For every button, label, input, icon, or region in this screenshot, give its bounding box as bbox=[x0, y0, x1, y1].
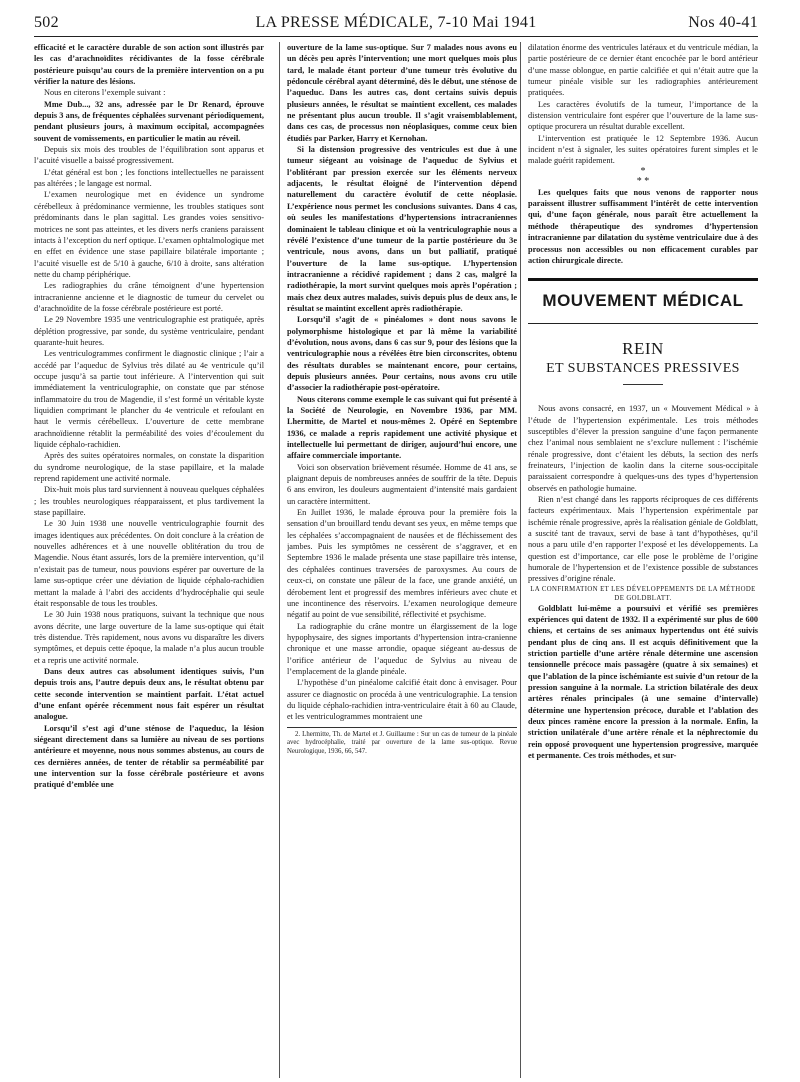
paragraph: L’hypothèse d’un pinéalome calcifié était donc à envisager. Pour assurer ce diagnostic on procéda à une ventriculographie. La tension du liquide céphalo-rachidien intra-ventriculaire était à 60 au Claude, et les ventriculogrammes montraient une bbox=[287, 678, 517, 722]
page-header bbox=[34, 14, 758, 36]
paragraph: L’intervention est pratiquée le 12 Septembre 1936. Aucun incident n’est à signaler, les suites opératoires furent simples et le malade guérit rapidement. bbox=[528, 133, 758, 166]
paragraph: Dans deux autres cas absolument identiques suivis, l’un depuis trois ans, l’autre depuis deux ans, le résultat obtenu par cette seconde intervention se maintient parfait. L’état actuel d’une enfant opérée récemment nous fait espérer un résultat analogue. bbox=[34, 666, 264, 722]
title-underline bbox=[623, 384, 663, 385]
header-rule bbox=[34, 36, 758, 37]
paragraph: Mme Dub..., 32 ans, adressée par le Dr Renard, éprouve depuis 3 ans, de fréquentes céphalées survenant périodiquement, pendant plusieurs jours, à maximum occipital, accompagnées souvent de vomissements, en particulier le matin au réveil. bbox=[34, 99, 264, 143]
paragraph: Les ventriculogrammes confirment le diagnostic clinique ; l’air a accédé par l’aqueduc de Sylvius très dilaté au 4e ventricule qu’il occupe jusqu’à sa partie tout inférieure. A l’intervention qui suit immédiatement la ventriculographie, on constate que par sténose inflammatoire du trou de Magendie, il s’est formé un véritable kyste liquidien comprimant le plancher du 4e ventricule et refoulant en haut le vermis cérébelleux. L’ouverture de cette membrane arachnoïdienne rétablit la perméabilité des voies d’écoulement du liquide céphalo-rachidien. bbox=[34, 349, 264, 450]
article-subtitle: ET SUBSTANCES PRESSIVES bbox=[546, 361, 740, 377]
paragraph: Nous citerons comme exemple le cas suivant qui fut présenté à la Société de Neurologie, en Novembre 1936, par MM. Lhermitte, de Martel et nous-mêmes 2. Opéré en Septembre 1936, ce malade a repris rapidement une activité physique et intellectuelle lui permettant de diriger, aujourd’hui encore, une affaire commerciale importante. bbox=[287, 394, 517, 461]
paragraph: Lorsqu’il s’agit de « pinéalomes » dont nous savons le polymorphisme histologique et par là même la variabilité d’évolution, nous avons, dans 6 cas sur 9, pour des lésions que la ventriculographie nous a révélées être bien circonscrites, obtenu des résultats durables se maintenant encore, pour certains, depuis plusieurs années. Pour certains, nous avons cru utile d’associer la radiothérapie post-opératoire. bbox=[287, 315, 517, 393]
paragraph: Si la distension progressive des ventricules est due à une tumeur siégeant au voisinage de l’aqueduc de Sylvius et l’oblitérant par pression exercée sur les éléments nerveux adjacents, le résultat éloigné de l’intervention dépend naturellement du caractère évolutif de cette néoplasie. L’expérience nous permet les conclusions suivantes. Dans 4 cas, où seules les manifestations d’hypertensions intracraniennes dominaient le tableau clinique et où la ventriculographie nous a révélé l’existence d’une tumeur de la partie postérieure du 3e ventricule, nous avons, dans un but palliatif, pratiqué l’ouverture de la lame sus-optique. L’hypertension intracranienne a récidivé rapidement ; dans 2 cas, malgré la radiothérapie, la mort survint quelques mois après l’opération ; mais chez deux autres malades, suivis depuis plus de deux ans, le résultat se maintint excellent après radiothérapie. bbox=[287, 145, 517, 313]
paragraph: Nous avons consacré, en 1937, un « Mouvement Médical » à l’étude de l’hypertension expérimentale. Les trois méthodes susceptibles d’élever la pression sanguine d’une façon permanente chez l’animal nous semblaient ne s’exclure nullement : l’ischémie rénale progressive, dont c’étaient les débuts, la section des nerfs freinateurs, l’injection de kaolin dans la citerne sous-occipitale paraissaient correspondre à quelques-uns des types d’hypertension observés en pathologie humaine. bbox=[528, 404, 758, 493]
section-break-asterisks: * * * bbox=[636, 165, 650, 187]
subsection-heading: LA CONFIRMATION ET LES DÉVELOPPEMENTS DE LA MÉTHODE DE GOLDBLATT. bbox=[530, 585, 756, 602]
paragraph: Nous en citerons l’exemple suivant : bbox=[44, 88, 166, 98]
column-divider bbox=[520, 42, 521, 1078]
paragraph: Voici son observation brièvement résumée. Homme de 41 ans, se plaignant depuis de nombreuses années de souffrir de la tête. Depuis 6 ans environ, les douleurs augmentaient d’intensité mais gardaient un caractère intermittent. bbox=[287, 462, 517, 506]
page-number: 502 bbox=[34, 14, 59, 31]
paragraph: Goldblatt lui-même a poursuivi et vérifié ses premières expériences qui datent de 1932. Il a expérimenté sur plus de 600 chiens, et certains de ses animaux hypertendus ont été suivis pendant plus de cinq ans. Il est acquis définitivement que la striction partielle d’une artère rénale détermine une ascension tensionnelle précoce mais passagère (quatre à six semaines) et que l’ablation de la pince ischémiante est suivie d’un retour de la pression sanguine à la normale. La striction bilatérale des deux artères rénales principales (à une semaine d’intervalle) détermine une hypertension précoce, durable et l’ablation des deux pinces ramène encore la pression à la normale. Enfin, la striction unilatérale d’une artère rénale et la néphrectomie du rein opposé provoquent une hypertension progressive, marquée et permanente. Ces trois méthodes, et sur- bbox=[528, 603, 758, 761]
paragraph: L’état général est bon ; les fonctions intellectuelles ne paraissent pas altérées ; le langage est normal. bbox=[34, 167, 264, 189]
paragraph: Le 30 Juin 1938 nous pratiquons, suivant la technique que nous avons décrite, une large ouverture de la lame sus-optique qui était très distendue. Très rapidement, nous avons vu disparaître les divers symptômes, et depuis cette époque, la malade n’a plus aucun trouble et a repris une activité normale. bbox=[34, 610, 264, 665]
footnote-text: 2. Lhermitte, Th. de Martel et J. Guillaume : Sur un cas de tumeur de la pinéale avec hydrocéphalie, traité par ouverture de la lame sus-optique. Revue Neurologique, 1936, 66, 547. bbox=[287, 730, 517, 755]
section-rule bbox=[528, 278, 758, 281]
column-3 bbox=[528, 42, 758, 1082]
paragraph: En Juillet 1936, le malade éprouva pour la première fois la sensation d’un brouillard tendu devant ses yeux, en même temps que les céphalées s’accompagnaient de nausées et de fléchissement des jambes. Puis les symptômes ne cessèrent de s’aggraver, et en Septembre 1936 le malade présenta une stase papillaire très intense, des céphalées continues traversées de paroxysmes. Au cours de ceux-ci, on constate une pâleur de la face, une grande anxiété, un dérobement lent et progressif des membres inférieurs avec chute et une incontinence des réservoirs. L’examen neurologique demeure négatif au point de vue sensibilité, réflectivité et psychisme. bbox=[287, 508, 517, 620]
paragraph: Le 29 Novembre 1935 une ventriculographie est pratiquée, après déplétion progressive, par sonde, du système ventriculaire, pendant quarante-huit heures. bbox=[34, 315, 264, 347]
paragraph: Les radiographies du crâne témoignent d’une hypertension intracranienne ancienne et le diagnostic de tumeur du cervelet ou d’arachnoïdite de la fosse cérébrale postérieure est porté. bbox=[34, 281, 264, 313]
article-title: REIN bbox=[622, 339, 664, 359]
conclusion-paragraph: Les quelques faits que nous venons de rapporter nous paraissent illustrer suffisamment l’intérêt de cette intervention qui, d’une façon générale, nous paraît être actuellement la méthode thérapeutique des syndromes d’hypertension intracranienne par dilatation du système ventriculaire due à des processus non accessibles ou non efficacement curables par action chirurgicale directe. bbox=[528, 187, 758, 265]
paragraph: Rien n’est changé dans les rapports réciproques de ces différents facteurs expérimentaux. Mais l’hypertension expérimentale par ischémie rénale progressive, après la réalisation géniale de Goldblatt, a suscité tant de travaux, servi de base à tant d’hypothèses, qu’il nous a paru utile d’en rapporter l’exposé et les développements. La question est d’importance, car elle pose le problème de l’origine humorale de l’hypertension et de l’existence possible de substances pressives d’origine rénale. bbox=[528, 494, 758, 584]
paragraph: Dix-huit mois plus tard surviennent à nouveau quelques céphalées ; les troubles neurologiques réapparaissent, et plus tardivement la stase papillaire. bbox=[34, 485, 264, 518]
paragraph: La radiographie du crâne montre un élargissement de la loge hypophysaire, des signes importants d’hypertension intra-cranienne chronique et une masse arrondie, opaque siégeant au-dessus de l’orifice antérieur de l’aqueduc de Sylvius au niveau de l’emplacement de la glande pinéale. bbox=[287, 621, 517, 676]
paragraph: Les caractères évolutifs de la tumeur, l’importance de la distension ventriculaire font espérer que l’ouverture de la lame sus-optique procurera un résultat durable excellent. bbox=[528, 99, 758, 132]
paragraph: efficacité et le caractère durable de son action sont illustrés par les cas d’arachnoïdites récidivantes de la fosse cérébrale postérieure puisqu’au cours de la première intervention on a pu vérifier la nature des lésions. bbox=[34, 43, 264, 87]
paragraph: Après des suites opératoires normales, on constate la disparition du syndrome neurologique, de la stase papillaire, et la malade reprend rapidement une activité normale. bbox=[34, 451, 264, 484]
column-2 bbox=[287, 42, 517, 1082]
paragraph: Lorsqu’il s’est agi d’une sténose de l’aqueduc, la lésion siégeant directement dans sa lumière au niveau de ses portions antérieure et moyenne, nous nous sommes abstenus, au cours de ces dernières années, de tenter de rétablir sa perméabilité par une intervention sur la fosse cérébrale postérieure et avons pratiqué d’emblée une bbox=[34, 723, 264, 790]
section-title-rule bbox=[528, 323, 758, 324]
journal-title: LA PRESSE MÉDICALE, 7-10 Mai 1941 bbox=[255, 14, 537, 31]
paragraph: Le 30 Juin 1938 une nouvelle ventriculographie fournit des images identiques aux précédentes. On doit conclure à la création de nouvelles adhérences et à une nouvelle oblitération du trou de Magendie. Nous étant assurés, lors de la première intervention, qu’il n’existait pas de tumeur, nous pouvions espérer par ouverture de la lame sus-optique créer une déviation de liquide céphalo-rachidien mettant la malade à l’abri des accidents d’hydrocéphalie qui seule était responsable de tous les troubles. bbox=[34, 519, 264, 608]
column-1 bbox=[34, 42, 264, 1082]
section-title: MOUVEMENT MÉDICAL bbox=[542, 291, 744, 311]
paragraph: ouverture de la lame sus-optique. Sur 7 malades nous avons eu un décès peu après l’intervention; une mort quelques mois plus tard, le malade étant porteur d’une tumeur très évolutive du pédoncule cérébral ayant déterminé, dès le début, une sténose de l’aqueduc. Dans les autres cas, dont certains suivis depuis plusieurs années, le résultat se maintient excellent, ces malades ne présentant plus aucun trouble. Il s’agit vraisemblablement, dans ces cas, de processus non néoplasiques, comme ceux bien étudiés par Parker, Harry et Kernohan. bbox=[287, 43, 517, 143]
paragraph: dilatation énorme des ventricules latéraux et du ventricule médian, la partie postérieure de ce dernier étant encochée par le bord antérieur d’une masse oblongue, en partie calcifiée et qui n’était autre que la tumeur pinéale visible sur les radiographies antérieurement pratiquées. bbox=[528, 43, 758, 98]
footnote bbox=[287, 727, 517, 757]
paragraph: L’examen neurologique met en évidence un syndrome cérébelleux à prédominance vermienne, les troubles statiques sont prédominants dans le plan sagittal. Les grandes voies sensitivo-motrices ne sont pas atteintes, et les divers nerfs craniens paraissent intacts à l’exception du nerf optique. L’examen ophtalmologique met en effet en évidence une stase papillaire bilatérale importante ; l’acuité visuelle est de 5/10 à gauche, 6/10 à droite, sans altération nette du champ périphérique. bbox=[34, 190, 264, 279]
column-divider bbox=[279, 42, 280, 1078]
paragraph: Depuis six mois des troubles de l’équilibration sont apparus et l’acuité visuelle a baissé progressivement. bbox=[34, 145, 264, 166]
issue-number: Nos 40-41 bbox=[688, 14, 758, 31]
